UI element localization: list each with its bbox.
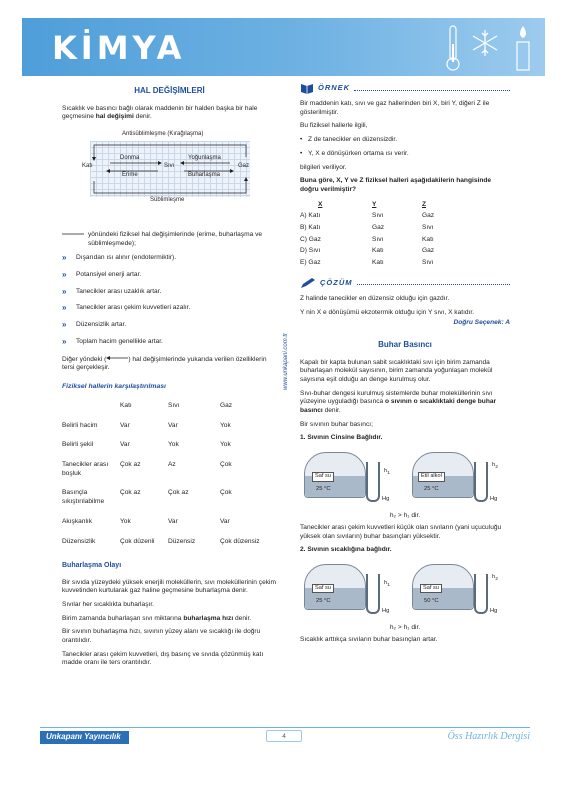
pencil-icon	[300, 277, 316, 289]
liquid-label-right: Saf su	[420, 584, 442, 593]
liquid-label-right: Etil alkol	[418, 472, 445, 481]
list-item: » Toplam hacim genellikle artar.	[62, 338, 277, 347]
thermometer-icon	[442, 24, 464, 72]
option-row-a: A) Katı Sıvı Gaz	[300, 212, 435, 220]
divider	[354, 86, 510, 91]
list-item: » Düzensizlik artar.	[62, 321, 277, 330]
intro-paragraph: Sıcaklık ve basıncı bağlı olarak maddenin bir halden başka bir hale geçmesine hal değişimi denir.	[62, 104, 258, 121]
diagram-label-evaporation: Buharlaşma	[188, 171, 221, 178]
liquid-label-left: Saf su	[312, 472, 334, 481]
height-h2: $h_2$	[492, 462, 498, 471]
liquid-label-left: Saf su	[312, 584, 334, 593]
evaporation-paragraph: Bir sıvıda yüzeydeki yüksek enerjili moleküllerin, sıvı moleküllerinin çekim kuvvetinden kurtularak gaz haline geçmesine buharlaşma denir.	[62, 578, 277, 595]
page-footer	[40, 727, 530, 745]
evaporation-paragraph: Bir sıvının buharlaşma hızı, sıvının yüzey alanı ve sıcaklığı ile doğru orantılıdır.	[62, 628, 261, 645]
answer-options-table	[300, 201, 462, 271]
diagram-label-melting: Erime	[122, 171, 138, 178]
right-arrow-icon	[62, 231, 84, 237]
evaporation-paragraph: Sıvılar her sıcaklıkta buharlaşır.	[62, 600, 154, 608]
evaporation-paragraph: Tanecikler arası çekim kuvvetleri, dış basınç ve sıvıda çözünmüş katı madde oranı ile ters orantılıdır.	[62, 650, 264, 667]
example-header	[300, 82, 510, 94]
diagram-label-liquid: Sıvı	[164, 162, 175, 169]
manometer-tube-right	[474, 462, 488, 502]
mercury-label: Hg	[490, 496, 498, 503]
list-item: • Z de tanecikler en düzensizdir.	[300, 136, 510, 145]
relation-2: h₂ > h₁ dir.	[389, 623, 421, 631]
mercury-label: Hg	[490, 607, 498, 614]
example-label: ÖRNEK	[318, 83, 351, 93]
list-item: • Y, X e dönüşürken ortama ısı verir.	[300, 150, 510, 159]
diagram-label-solid: Katı	[82, 162, 93, 169]
list-item: » Dışarıdan ısı alınır (endotermiktir).	[62, 254, 277, 263]
vertical-website-url: www.unkapani.com.tr	[283, 332, 289, 390]
mercury-label: Hg	[382, 496, 390, 503]
vapor-paragraph: Kapalı bir kapta bulunan sabit sıcaklıktaki sıvı için birim zamanda buharlaşan molekül sayısının, birim zamanda yoğunlaşan molekül sayısına eşit olduğu an denge kurulmuş olur.	[300, 358, 493, 383]
divider	[357, 280, 511, 285]
comparison-title: Fiziksel hallerin karşılaştırılması	[62, 382, 166, 390]
apparatus-temperature	[300, 560, 510, 620]
question-paragraph: Bu fiziksel hallerle ilgili,	[300, 122, 368, 130]
left-arrow-icon	[106, 355, 128, 361]
apparatus-liquid-type	[300, 448, 510, 508]
option-row-e: E) Gaz Katı Sıvı	[300, 259, 434, 267]
phase-change-diagram	[80, 127, 270, 225]
temperature-left: 25 °C	[316, 486, 331, 493]
solution-header	[300, 277, 510, 289]
candle-icon	[508, 22, 538, 72]
temperature-right: 25 °C	[424, 486, 439, 493]
question-paragraph: Bir maddenin katı, sıvı ve gaz hallerinden biri X, biri Y, diğeri Z ile gösterilmiştir.	[300, 100, 490, 116]
forward-direction-line: yönündeki fiziksel hal değişimlerinde (erime, buharlaşma ve süblimleşmede);	[62, 231, 277, 248]
diagram-label-sublimation: Süblimleşme	[150, 196, 185, 203]
mercury-label: Hg	[382, 607, 390, 614]
factor-1-explanation: Tanecikler arası çekim kuvvetleri küçük olan sıvıların (yani uçuculuğu yüksek olan sıvıların) buhar basınçları yüksektir.	[300, 523, 502, 540]
option-row-b: B) Katı Gaz Sıvı	[300, 224, 434, 232]
temperature-right: 50 °C	[424, 597, 439, 604]
list-item: » Tanecikler arası uzaklık artar.	[62, 288, 277, 297]
table-row: Akışkanlık Yok Var Var	[62, 517, 230, 525]
book-icon	[300, 82, 314, 94]
comparison-table	[62, 402, 262, 557]
table-row: Basınçla sıkıştırılabilme Çok az Çok az Çok	[62, 489, 232, 506]
option-row-d: D) Sıvı Katı Gaz	[300, 247, 435, 255]
table-row: Tanecikler arası boşluk Çok az Az Çok	[62, 461, 232, 477]
manometer-tube-right	[474, 574, 488, 614]
factor-2-explanation: Sıcaklık arttıkça sıvıların buhar basınçları artar.	[300, 635, 438, 643]
right-column	[300, 82, 510, 649]
diagram-label-condensation: Yoğunlaşma	[188, 154, 221, 161]
page-number: 4	[266, 730, 302, 742]
temperature-left: 25 °C	[316, 597, 331, 604]
left-column	[62, 82, 277, 673]
height-h1: $h_1$	[384, 579, 390, 589]
factor-1-title: 1. Sıvının Cinsine Bağlıdır.	[300, 434, 383, 442]
question-paragraph: bilgileri veriliyor.	[300, 163, 347, 171]
solution-paragraph: Z halinde tanecikler en düzensiz olduğu için gazdır.	[300, 294, 450, 302]
solution-label: ÇÖZÜM	[320, 277, 353, 287]
vapor-definition: Sıvı-buhar dengesi kurulmuş sistemlerde buhar moleküllerinin sıvı yüzeyine uyguladığı basınca o sıvının o sıcaklıktaki denge buhar basıncı denir.	[300, 389, 497, 415]
subject-title: KİMYA	[52, 29, 186, 67]
evaporation-rate-paragraph: Birim zamanda buharlaşan sıvı miktarına buharlaşma hızı denir.	[62, 614, 252, 622]
option-row-c: C) Gaz Sıvı Katı	[300, 235, 434, 243]
table-row: Düzensizlik Çok düzenli Düzensiz Çok düzensiz	[62, 537, 260, 545]
question-bullets	[300, 136, 510, 158]
list-item: » Tanecikler arası çekim kuvvetleri azalır.	[62, 304, 277, 313]
evaporation-title: Buharlaşma Olayı	[62, 562, 122, 570]
factor-2-title: 2. Sıvının sıcaklığına bağlıdır.	[300, 546, 392, 554]
property-list	[62, 254, 277, 346]
list-item: » Potansiyel enerji artar.	[62, 271, 277, 280]
table-header-row: X Y Z	[318, 200, 427, 208]
manometer-tube-left	[366, 462, 380, 502]
table-row: Belirli şekil Var Yok Yok	[62, 441, 231, 449]
snowflake-icon	[470, 28, 500, 58]
correct-answer: Doğru Seçenek: A	[453, 319, 510, 327]
magazine-name: Öss Hazırlık Dergisi	[447, 731, 530, 742]
vapor-paragraph: Bir sıvının buhar basıncı;	[300, 420, 373, 428]
question-prompt: Buna göre, X, Y ve Z fiziksel halleri aşağıdakilerin hangisinde doğru verilmiştir?	[300, 177, 492, 193]
publisher-logo: Unkapanı Yayıncılık	[40, 731, 129, 744]
diagram-arrows	[80, 127, 270, 225]
solution-paragraph: Y nin X e dönüşümü ekzotermik olduğu için Y sıvı, X katıdır.	[300, 308, 475, 316]
diagram-label-gas: Gaz	[238, 162, 250, 169]
page-header	[22, 18, 545, 76]
vapor-pressure-title: Buhar Basıncı	[378, 339, 432, 349]
manometer-tube-left	[366, 574, 380, 614]
diagram-label-deposition: Antisüblimleşme (Kırağılaşma)	[122, 130, 204, 137]
diagram-label-freezing: Donma	[120, 154, 140, 161]
section-title-phase-changes: HAL DEĞİŞİMLERİ	[134, 86, 205, 95]
relation-1: h₂ > h₁ dir.	[389, 512, 421, 520]
height-h1: $h_1$	[384, 468, 390, 477]
height-h2: $h_2$	[492, 573, 498, 583]
reverse-direction-paragraph: Diğer yöndeki ( ) hal değişimlerinde yukarıda verilen özelliklerin tersi gerçekleşir.	[62, 355, 267, 372]
table-row: Belirli hacim Var Var Yok	[62, 421, 231, 429]
table-header-row: Katı Sıvı Gaz	[120, 401, 233, 409]
